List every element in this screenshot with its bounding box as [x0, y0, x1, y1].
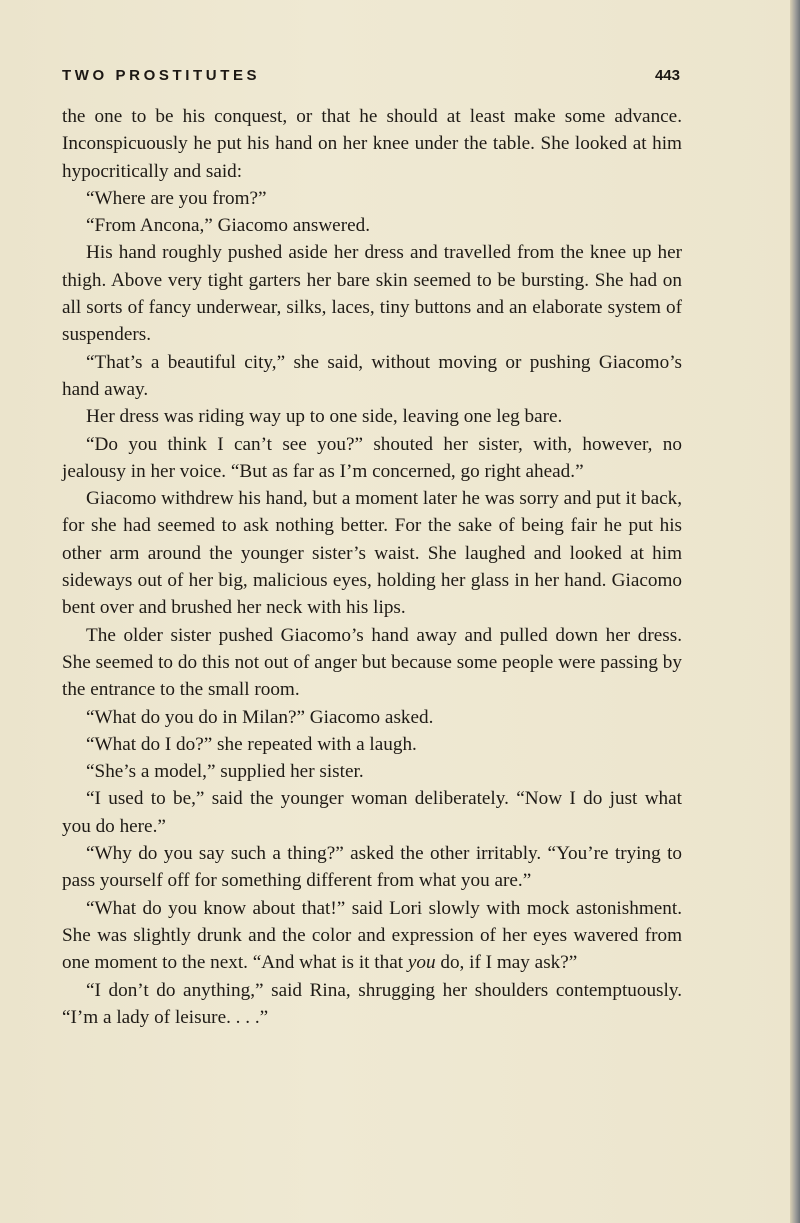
paragraph: “From Ancona,” Giacomo answered. — [86, 215, 370, 237]
paragraph: The older sister pushed Giacomo’s hand away and pulled down her dress. She seemed to do this not out of anger but because some people were passing by the entrance to the small room. — [62, 624, 682, 701]
paragraph: “What do I do?” she repeated with a laugh. — [86, 733, 417, 755]
page-number: 443 — [654, 67, 680, 84]
paragraph: “She’s a model,” supplied her sister. — [86, 761, 364, 783]
page-header — [62, 66, 680, 88]
paragraph: “Why do you say such a thing?” asked the other irritably. “You’re trying to pass yourself off for something different from what you are.” — [62, 843, 682, 892]
page-edge — [790, 0, 800, 1223]
paragraph-continued: the one to be his conquest, or that he should at least make some advance. Inconspicuously he put his hand on her knee under the table. She looked at him hypocritically and said: — [62, 106, 682, 182]
paragraph: “That’s a beautiful city,” she said, without moving or pushing Giacomo’s hand away. — [62, 351, 682, 400]
running-head: TWO PROSTITUTES — [62, 67, 261, 84]
paragraph: His hand roughly pushed aside her dress and travelled from the knee up her thigh. Above very tight garters her bare skin seemed to be bursting. She had on all sorts of fancy underwear, silks, laces, tiny buttons and an elaborate system of suspenders. — [62, 242, 682, 346]
paragraph: Her dress was riding way up to one side, leaving one leg bare. — [86, 406, 563, 428]
paragraph — [62, 895, 682, 977]
paragraph: “I don’t do anything,” said Rina, shrugging her shoulders contemptuously. “I’m a lady of leisure. . . .” — [62, 979, 682, 1028]
italic-emphasis: you — [407, 952, 436, 974]
dialogue-text: do, if I may ask?” — [440, 952, 578, 974]
paragraph: Giacomo withdrew his hand, but a moment later he was sorry and put it back, for she had seemed to ask nothing better. For the sake of being fair he put his other arm around the younger sister’s waist. She laughed and looked at him sideways out of her big, malicious eyes, holding her glass in her hand. Giacomo bent over and brushed her neck with his lips. — [62, 488, 682, 619]
paragraph: “Where are you from?” — [86, 187, 267, 209]
paragraph: “I used to be,” said the younger woman deliberately. “Now I do just what you do here.” — [62, 788, 682, 837]
paragraph: “What do you do in Milan?” Giacomo asked. — [86, 706, 434, 728]
dialogue-text: “What do you know about that!” said Lori slowly with mock astonishment. She was slightly drunk and the color and expression of her eyes wavered from one moment to the next. “And what is it that — [62, 897, 682, 974]
paragraph: “Do you think I can’t see you?” shouted her sister, with, however, no jealousy in her voice. “But as far as I’m concerned, go right ahead.” — [62, 433, 682, 482]
body-text — [62, 103, 682, 1031]
